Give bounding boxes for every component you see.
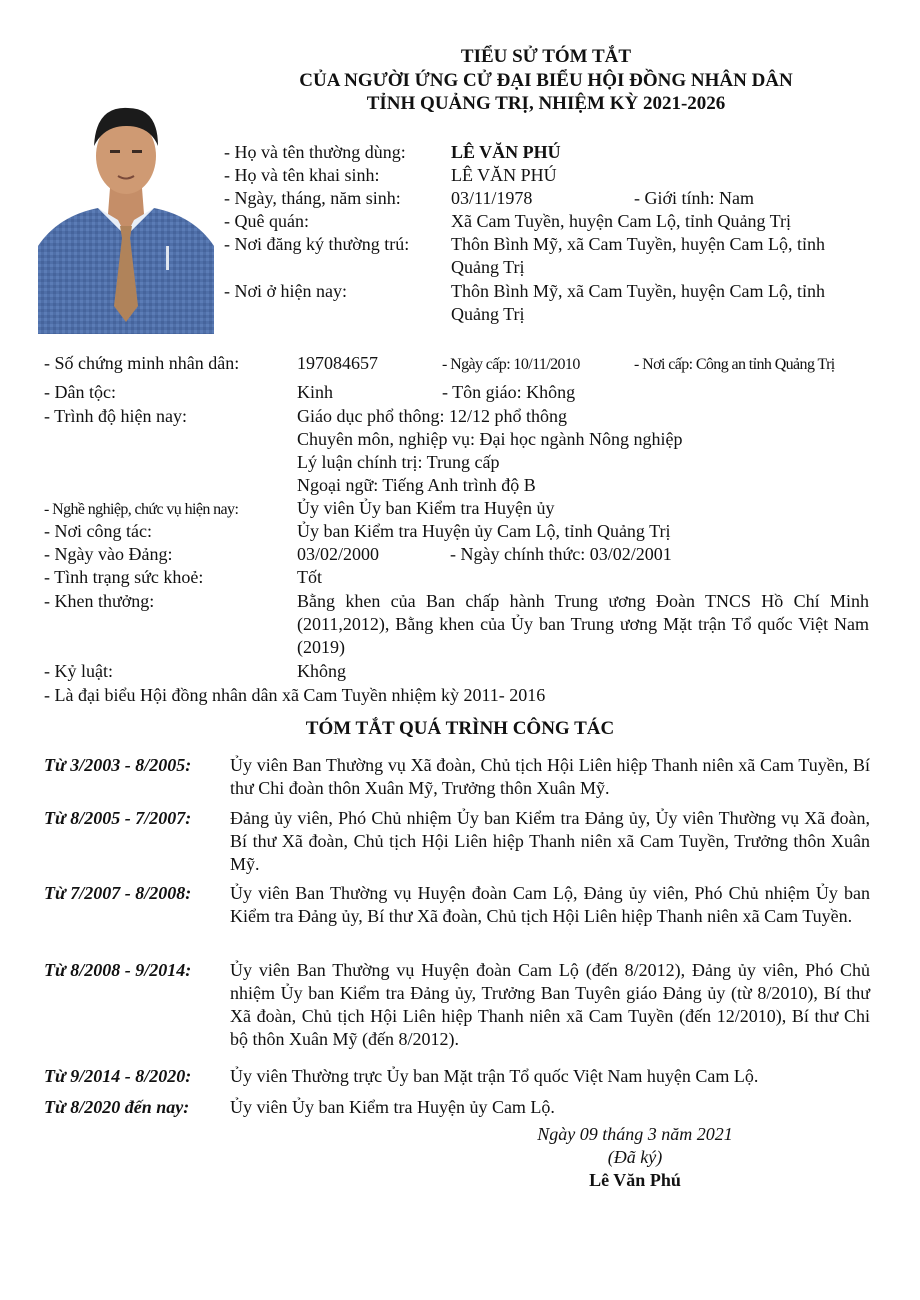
career-period-1: Từ 3/2003 - 8/2005:	[44, 755, 192, 775]
education-major: Chuyên môn, nghiệp vụ: Đại học ngành Nông nghiệp	[297, 429, 683, 449]
health-label: - Tình trạng sức khoẻ:	[44, 567, 204, 587]
career-period-4: Từ 8/2008 - 9/2014:	[44, 960, 192, 980]
current-address-value: Thôn Bình Mỹ, xã Cam Tuyền, huyện Cam Lộ, tỉnh Quảng Trị	[451, 281, 826, 324]
award-value: Bằng khen của Ban chấp hành Trung ương Đoàn TNCS Hồ Chí Minh (2011,2012), Bằng khen của Ủy ban Trung ương Mặt trận Tổ quốc Việt Nam (2019)	[297, 591, 869, 657]
signature-date: Ngày 09 tháng 3 năm 2021	[537, 1124, 733, 1144]
common-name-label: - Họ và tên thường dùng:	[224, 142, 406, 162]
discipline-value: Không	[297, 661, 346, 681]
common-name-value: LÊ VĂN PHÚ	[451, 142, 561, 162]
career-period-6: Từ 8/2020 đến nay:	[44, 1097, 190, 1117]
career-heading: TÓM TẮT QUÁ TRÌNH CÔNG TÁC	[305, 718, 615, 739]
hometown-value: Xã Cam Tuyền, huyện Cam Lộ, tỉnh Quảng Trị	[451, 211, 792, 231]
career-period-3: Từ 7/2007 - 8/2008:	[44, 883, 192, 903]
health-value: Tốt	[297, 567, 322, 587]
birth-name-value: LÊ VĂN PHÚ	[451, 165, 557, 185]
career-text-4: Ủy viên Ban Thường vụ Huyện đoàn Cam Lộ (đến 8/2012), Đảng ủy viên, Phó Chủ nhiệm Ủy ban Kiểm tra Đảng ủy, Trưởng Ban Tuyên giáo Đảng ủy (từ 8/2010), Bí thư Xã đoàn, Chủ tịch Hội Liên hiệp Thanh niên xã Cam Tuyền (đến 12/2010), Bí thư Chi bộ thôn Xuân Mỹ (đến 8/2012).	[230, 960, 870, 1049]
dob-value: 03/11/1978	[451, 188, 533, 208]
residence-value: Thôn Bình Mỹ, xã Cam Tuyền, huyện Cam Lộ, tỉnh Quảng Trị	[451, 234, 826, 277]
hometown-label: - Quê quán:	[224, 211, 309, 231]
signature-signed: (Đã ký)	[607, 1147, 663, 1167]
doc-title-line3: TỈNH QUẢNG TRỊ, NHIỆM KỲ 2021-2026	[366, 93, 726, 114]
id-issue-date: - Ngày cấp: 10/11/2010	[442, 356, 580, 373]
portrait-illustration	[38, 96, 214, 334]
career-text-6: Ủy viên Ủy ban Kiểm tra Huyện ủy Cam Lộ.	[230, 1097, 555, 1117]
delegate-note: - Là đại biểu Hội đồng nhân dân xã Cam Tuyền nhiệm kỳ 2011- 2016	[44, 685, 546, 705]
party-join-label: - Ngày vào Đảng:	[44, 544, 173, 564]
dob-label: - Ngày, tháng, năm sinh:	[224, 188, 401, 208]
gender-label: - Giới tính: Nam	[634, 188, 755, 208]
award-label: - Khen thưởng:	[44, 591, 155, 611]
party-official-date: - Ngày chính thức: 03/02/2001	[450, 544, 672, 564]
career-text-5: Ủy viên Thường trực Ủy ban Mặt trận Tổ quốc Việt Nam huyện Cam Lộ.	[230, 1066, 759, 1086]
job-label: - Nghề nghiệp, chức vụ hiện nay:	[44, 501, 239, 518]
career-period-5: Từ 9/2014 - 8/2020:	[44, 1066, 192, 1086]
party-join-date: 03/02/2000	[297, 544, 380, 564]
education-political: Lý luận chính trị: Trung cấp	[297, 452, 500, 472]
birth-name-label: - Họ và tên khai sinh:	[224, 165, 380, 185]
workplace-value: Ủy ban Kiểm tra Huyện ủy Cam Lộ, tỉnh Quảng Trị	[297, 521, 671, 541]
id-label: - Số chứng minh nhân dân:	[44, 353, 240, 373]
doc-title-line1: TIỂU SỬ TÓM TẮT	[460, 46, 632, 67]
workplace-label: - Nơi công tác:	[44, 521, 152, 541]
ethnic-label: - Dân tộc:	[44, 382, 116, 402]
religion-label: - Tôn giáo: Không	[442, 382, 576, 402]
career-period-2: Từ 8/2005 - 7/2007:	[44, 808, 192, 828]
id-number: 197084657	[297, 353, 378, 373]
signature-name: Lê Văn Phú	[589, 1170, 681, 1190]
job-value: Ủy viên Ủy ban Kiểm tra Huyện ủy	[297, 498, 555, 518]
ethnic-value: Kinh	[297, 382, 333, 402]
id-issue-place: - Nơi cấp: Công an tỉnh Quảng Trị	[634, 356, 835, 373]
doc-title-line2: CỦA NGƯỜI ỨNG CỬ ĐẠI BIỂU HỘI ĐỒNG NHÂN DÂN	[299, 70, 793, 91]
career-text-2: Đảng ủy viên, Phó Chủ nhiệm Ủy ban Kiểm tra Đảng ủy, Ủy viên Thường vụ Xã đoàn, Bí thư Xã đoàn, Chủ tịch Hội Liên hiệp Thanh niên xã Cam Tuyền, Trưởng thôn Xuân Mỹ.	[230, 808, 870, 874]
education-label: - Trình độ hiện nay:	[44, 406, 188, 426]
portrait-photo	[38, 96, 214, 334]
career-text-3: Ủy viên Ban Thường vụ Huyện đoàn Cam Lộ, Đảng ủy viên, Phó Chủ nhiệm Ủy ban Kiểm tra Đảng ủy, Bí thư Xã đoàn, Chủ tịch Hội Liên hiệp Thanh niên xã Cam Tuyền.	[230, 883, 870, 926]
discipline-label: - Kỷ luật:	[44, 661, 113, 681]
education-general: Giáo dục phổ thông: 12/12 phổ thông	[297, 406, 567, 426]
career-text-1: Ủy viên Ban Thường vụ Xã đoàn, Chủ tịch Hội Liên hiệp Thanh niên xã Cam Tuyền, Bí thư Chi đoàn thôn Xuân Mỹ, Trưởng thôn Xuân Mỹ.	[230, 755, 870, 798]
residence-label: - Nơi đăng ký thường trú:	[224, 234, 410, 254]
education-language: Ngoại ngữ: Tiếng Anh trình độ B	[297, 475, 536, 495]
current-address-label: - Nơi ở hiện nay:	[224, 281, 348, 301]
